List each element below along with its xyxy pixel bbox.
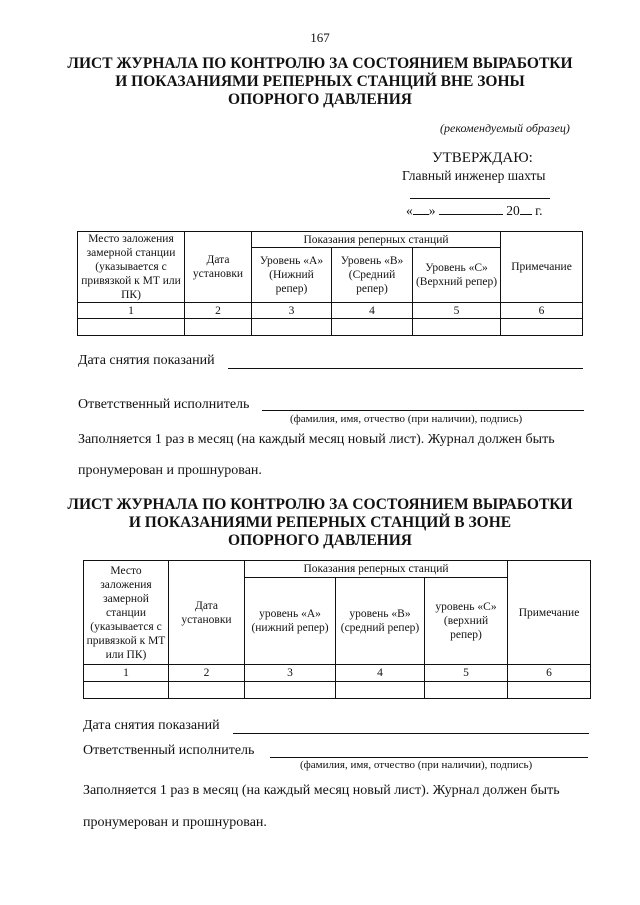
table-cell[interactable] <box>336 682 425 699</box>
table-cell[interactable] <box>425 682 508 699</box>
section2-title <box>60 496 580 550</box>
recommended-sample-note: (рекомендуемый образец) <box>440 121 570 135</box>
title-line: ОПОРНОГО ДАВЛЕНИЯ <box>228 91 412 108</box>
header-install-date: Дата установки <box>185 232 252 303</box>
date-month-blank <box>439 202 503 215</box>
col-number: 2 <box>169 665 245 682</box>
header-readings-group: Показания реперных станций <box>245 561 508 578</box>
header-level-c: уровень «С» (верхний репер) <box>425 578 508 665</box>
header-level-a: Уровень «А» (Нижний репер) <box>252 248 332 303</box>
header-level-b: уровень «В» (средний репер) <box>336 578 425 665</box>
chief-engineer-label: Главный инженер шахты <box>402 168 546 183</box>
table-cell[interactable] <box>185 319 252 336</box>
col-number: 2 <box>185 303 252 319</box>
fill-instruction-line1: Заполняется 1 раз в месяц (на каждый месяц новый лист). Журнал должен быть <box>78 432 555 447</box>
section1-title <box>60 55 580 109</box>
journal-table-in-zone <box>83 560 591 699</box>
col-number: 1 <box>84 665 169 682</box>
col-number: 3 <box>252 303 332 319</box>
header-level-a: уровень «А» (нижний репер) <box>245 578 336 665</box>
date-open-quote: « <box>406 203 413 218</box>
fill-instruction-line2: пронумерован и прошнурован. <box>83 815 267 830</box>
fill-instruction-line1: Заполняется 1 раз в месяц (на каждый месяц новый лист). Журнал должен быть <box>83 783 560 798</box>
header-level-b: Уровень «В» (Средний репер) <box>332 248 413 303</box>
table-cell[interactable] <box>84 682 169 699</box>
col-number: 3 <box>245 665 336 682</box>
responsible-hint: (фамилия, имя, отчество (при наличии), подпись) <box>300 759 533 771</box>
date-taken-label: Дата снятия показаний <box>78 353 215 368</box>
journal-table-outside-zone <box>77 231 583 336</box>
responsible-hint: (фамилия, имя, отчество (при наличии), подпись) <box>290 413 523 425</box>
title-line: И ПОКАЗАНИЯМИ РЕПЕРНЫХ СТАНЦИЙ ВНЕ ЗОНЫ <box>115 73 525 90</box>
table-cell[interactable] <box>413 319 501 336</box>
date-taken-label: Дата снятия показаний <box>83 718 220 733</box>
table-row <box>84 682 591 699</box>
col-number: 5 <box>413 303 501 319</box>
date-taken-field[interactable] <box>228 368 583 369</box>
col-number: 4 <box>332 303 413 319</box>
table-cell[interactable] <box>169 682 245 699</box>
col-number: 4 <box>336 665 425 682</box>
fill-instruction-line2: пронумерован и прошнурован. <box>78 463 262 478</box>
title-line: И ПОКАЗАНИЯМИ РЕПЕРНЫХ СТАНЦИЙ В ЗОНЕ <box>128 514 512 531</box>
date-year-blank <box>520 202 532 215</box>
header-readings-group: Показания реперных станций <box>252 232 501 248</box>
date-year-suffix: г. <box>535 203 543 218</box>
responsible-label: Ответственный исполнитель <box>78 397 250 412</box>
header-note: Примечание <box>501 232 583 303</box>
approve-label: УТВЕРЖДАЮ: <box>432 150 533 166</box>
header-location: Место заложения замерной станции (указывается с привязкой к МТ или ПК) <box>84 561 169 665</box>
approve-date <box>406 202 543 219</box>
header-level-c: Уровень «С» (Верхний репер) <box>413 248 501 303</box>
col-number: 6 <box>508 665 591 682</box>
header-note: Примечание <box>508 561 591 665</box>
col-number: 1 <box>78 303 185 319</box>
responsible-field[interactable] <box>262 410 584 411</box>
title-line: ЛИСТ ЖУРНАЛА ПО КОНТРОЛЮ ЗА СОСТОЯНИЕМ ВЫРАБОТКИ <box>67 496 573 513</box>
date-close-quote: » <box>428 203 436 218</box>
title-line: ЛИСТ ЖУРНАЛА ПО КОНТРОЛЮ ЗА СОСТОЯНИЕМ ВЫРАБОТКИ <box>67 55 573 72</box>
table-cell[interactable] <box>252 319 332 336</box>
title-line: ОПОРНОГО ДАВЛЕНИЯ <box>228 532 412 549</box>
responsible-field[interactable] <box>270 757 588 758</box>
page-number: 167 <box>310 30 330 45</box>
date-taken-field[interactable] <box>233 733 589 734</box>
table-cell[interactable] <box>78 319 185 336</box>
table-cell[interactable] <box>245 682 336 699</box>
table-cell[interactable] <box>332 319 413 336</box>
col-number: 6 <box>501 303 583 319</box>
date-day-blank <box>413 202 429 215</box>
header-location: Место заложения замерной станции (указывается с привязкой к МТ или ПК) <box>78 232 185 303</box>
col-number: 5 <box>425 665 508 682</box>
table-row <box>78 319 583 336</box>
approve-signature-line <box>410 198 550 199</box>
table-cell[interactable] <box>501 319 583 336</box>
responsible-label: Ответственный исполнитель <box>83 743 255 758</box>
date-year-prefix: 20 <box>506 203 520 218</box>
header-install-date: Дата установки <box>169 561 245 665</box>
table-cell[interactable] <box>508 682 591 699</box>
